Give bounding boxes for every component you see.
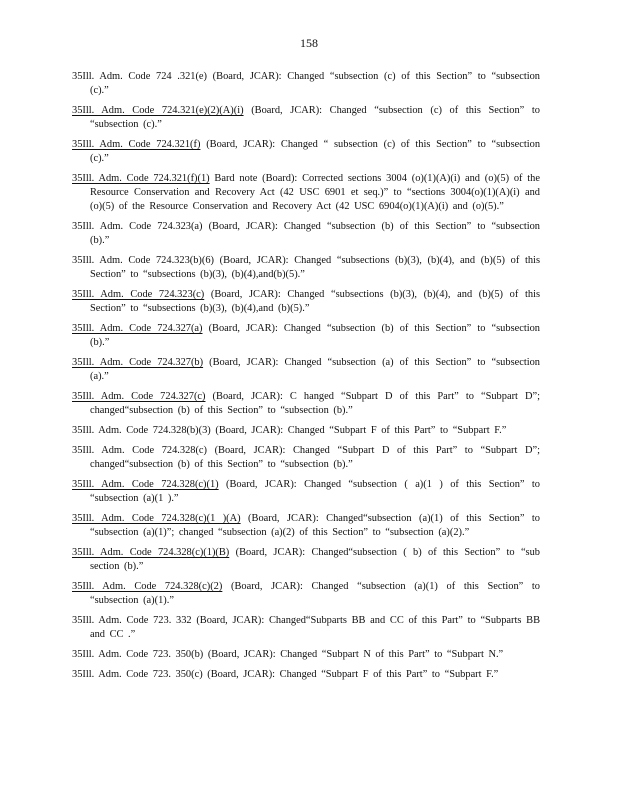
amendment-entry [72,138,540,166]
change-description: (Board, JCAR): Changed“subsection ( b) of this Section” to “sub section (b).” [90,547,540,572]
amendment-entry [72,390,540,418]
amendment-entry [72,546,540,574]
code-citation: 35Ill. Adm. Code 724.323(c) [72,289,205,300]
amendment-entry [72,70,540,98]
code-citation: 35Ill. Adm. Code 723. 350(b) [72,649,204,660]
code-citation: 35Ill. Adm. Code 724.327(a) [72,323,203,334]
change-description: (Board, JCAR): Changed “subsection (a)(1) of this Section” to “subsection (a)(1).” [90,581,540,606]
amendment-entry [72,512,540,540]
amendment-entry [72,648,540,662]
code-citation: 35Ill. Adm. Code 724.328(b)(3) [72,425,211,436]
amendment-entry [72,104,540,132]
code-citation: 35Ill. Adm. Code 724.321(f) [72,139,201,150]
change-description: (Board, JCAR): Changed “Subpart F of this Part” to “Subpart F.” [202,669,499,680]
amendment-entry [72,356,540,384]
code-citation: 35Ill. Adm. Code 724.321(e)(2)(A)(i) [72,105,244,116]
amendment-entry [72,322,540,350]
amendment-entry [72,172,540,214]
code-citation: 35Ill. Adm. Code 724 .321(e) [72,71,207,82]
amendment-entry [72,254,540,282]
code-citation: 35Ill. Adm. Code 724.328(c)(1 )(A) [72,513,241,524]
change-description: (Board, JCAR): Changed “Subpart D of this Part” to “Subpart D”; changed“subsection (b) of this Section” to “subsection (b).” [90,445,540,470]
change-description: (Board, JCAR): C hanged “Subpart D of this Part” to “Subpart D”; changed“subsection (b) of this Section” to “subsection (b).” [90,391,540,416]
amendment-entry [72,614,540,642]
code-citation: 35Ill. Adm. Code 724.328(c)(2) [72,581,223,592]
change-description: (Board, JCAR): Changed “subsection (a) of this Section” to “subsection (a).” [90,357,540,382]
amendment-entry [72,444,540,472]
change-description: (Board, JCAR): Changed “subsections (b)(3), (b)(4), and (b)(5) of this Section” to “subsections (b)(3), (b)(4),and (b)(5).” [90,289,540,314]
change-description: (Board, JCAR): Changed “Subpart F of this Part” to “Subpart F.” [210,425,507,436]
change-description: (Board, JCAR): Changed“subsection (a)(1) of this Section” to “subsection (a)(1)”; changed “subsection (a)(2) of this Section” to “subsection (a)(2).” [90,513,540,538]
amendment-entry [72,220,540,248]
code-citation: 35Ill. Adm. Code 724.323(a) [72,221,203,232]
change-description: Bard note (Board): Corrected sections 3004 (o)(1)(A)(i) and (o)(5) of the Resource Conservation and Recovery Act (42 USC 6901 et seq.)” to “sections 3004(o)(1)(A)(i) and (o)(5) of the Resource Conservation and Recovery Act (42 USC 6904(o)(1)(A)(i) and (o)(5).” [90,173,540,212]
code-citation: 35Ill. Adm. Code 724.323(b)(6) [72,255,214,266]
amendment-entry [72,424,540,438]
change-description: (Board, JCAR): Changed “subsections (b)(3), (b)(4), and (b)(5) of this Section” to “subsections (b)(3), (b)(4),and(b)(5).” [90,255,540,280]
code-citation: 35Ill. Adm. Code 724.321(f)(1) [72,173,210,184]
amendment-entry [72,288,540,316]
change-description: (Board, JCAR): Changed “subsection (b) of this Section” to “subsection (b).” [90,323,541,348]
change-description: (Board, JCAR): Changed “subsection (b) of this Section” to “subsection (b).” [90,221,541,246]
amendment-entry [72,668,540,682]
amendment-entry [72,580,540,608]
amendment-list [72,70,540,688]
code-citation: 35Ill. Adm. Code 724.327(b) [72,357,204,368]
change-description: (Board, JCAR): Changed “subsection ( a)(1 ) of this Section” to “subsection (a)(1 ).” [90,479,540,504]
amendment-entry [72,478,540,506]
change-description: (Board, JCAR): Changed “ subsection (c) of this Section” to “subsection (c).” [90,139,541,164]
change-description: (Board, JCAR): Changed“Subparts BB and CC of this Part” to “Subparts BB and CC .” [90,615,540,640]
code-citation: 35Ill. Adm. Code 724.328(c) [72,445,207,456]
code-citation: 35Ill. Adm. Code 723. 332 [72,615,192,626]
code-citation: 35Ill. Adm. Code 724.328(c)(1)(B) [72,547,230,558]
change-description: (Board, JCAR): Changed “subsection (c) of this Section” to “subsection (c).” [90,105,541,130]
change-description: (Board, JCAR): Changed “Subpart N of this Part” to “Subpart N.” [203,649,504,660]
code-citation: 35Ill. Adm. Code 724.328(c)(1) [72,479,219,490]
code-citation: 35Ill. Adm. Code 723. 350(c) [72,669,203,680]
page-number: 158 [300,36,318,50]
change-description: (Board, JCAR): Changed “subsection (c) of this Section” to “subsection (c).” [90,71,540,96]
code-citation: 35Ill. Adm. Code 724.327(c) [72,391,206,402]
